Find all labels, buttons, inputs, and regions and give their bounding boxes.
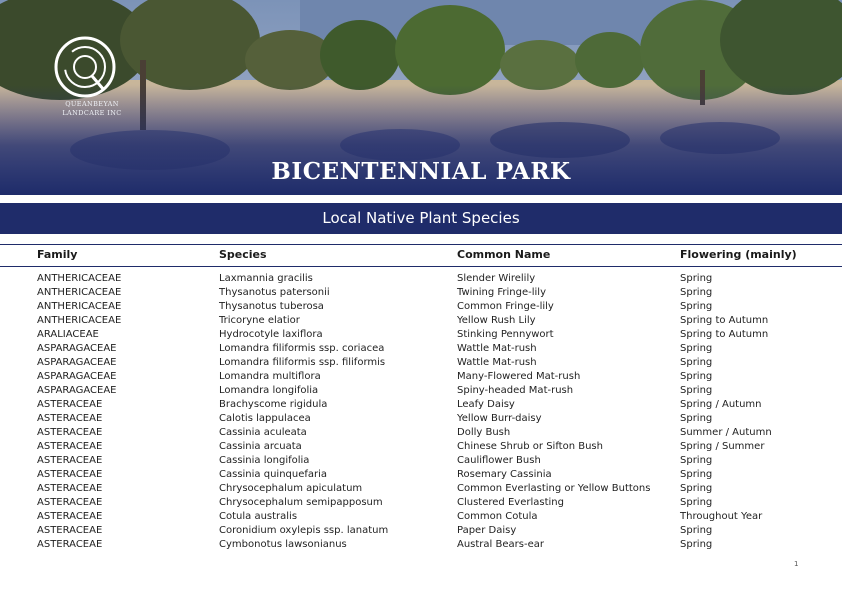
- cell-common-name: Yellow Burr-daisy: [457, 413, 542, 424]
- header-family: Family: [37, 248, 78, 261]
- cell-family: ASTERACEAE: [37, 497, 103, 508]
- cell-species: Chrysocephalum apiculatum: [219, 483, 363, 494]
- cell-species: Hydrocotyle laxiflora: [219, 329, 323, 340]
- cell-common-name: Clustered Everlasting: [457, 497, 564, 508]
- table-row: [0, 524, 842, 538]
- table-header: [0, 248, 842, 264]
- table-row: [0, 398, 842, 412]
- cell-species: Cymbonotus lawsonianus: [219, 539, 347, 550]
- cell-species: Cotula australis: [219, 511, 298, 522]
- cell-family: ASPARAGACEAE: [37, 343, 117, 354]
- cell-common-name: Spiny-headed Mat-rush: [457, 385, 574, 396]
- cell-family: ASPARAGACEAE: [37, 357, 117, 368]
- cell-species: Thysanotus patersonii: [219, 287, 330, 298]
- cell-family: ASTERACEAE: [37, 399, 103, 410]
- table-row: [0, 342, 842, 356]
- cell-species: Lomandra longifolia: [219, 385, 319, 396]
- cell-common-name: Yellow Rush Lily: [457, 315, 536, 326]
- cell-flowering: Spring: [680, 497, 713, 508]
- cell-flowering: Spring: [680, 301, 713, 312]
- header-banner: [0, 0, 842, 195]
- cell-family: ANTHERICACEAE: [37, 315, 122, 326]
- table-row: [0, 328, 842, 342]
- logo-org-line1: QUEANBEYAN: [65, 100, 119, 108]
- cell-common-name: Wattle Mat-rush: [457, 343, 537, 354]
- cell-family: ASTERACEAE: [37, 539, 103, 550]
- table-row: [0, 426, 842, 440]
- cell-family: ARALIACEAE: [37, 329, 99, 340]
- table-body: [0, 272, 842, 552]
- table-row: [0, 468, 842, 482]
- table-row: [0, 272, 842, 286]
- cell-species: Cassinia longifolia: [219, 455, 310, 466]
- cell-flowering: Spring: [680, 525, 713, 536]
- cell-flowering: Throughout Year: [680, 511, 763, 522]
- cell-family: ANTHERICACEAE: [37, 301, 122, 312]
- cell-flowering: Spring: [680, 371, 713, 382]
- cell-common-name: Twining Fringe-lily: [457, 287, 547, 298]
- table-row: [0, 356, 842, 370]
- cell-flowering: Spring: [680, 483, 713, 494]
- cell-species: Calotis lappulacea: [219, 413, 311, 424]
- table-row: [0, 314, 842, 328]
- cell-species: Coronidium oxylepis ssp. lanatum: [219, 525, 389, 536]
- cell-species: Cassinia aculeata: [219, 427, 307, 438]
- cell-common-name: Slender Wirelily: [457, 273, 536, 284]
- cell-family: ASTERACEAE: [37, 469, 103, 480]
- cell-flowering: Spring / Autumn: [680, 399, 762, 410]
- cell-common-name: Dolly Bush: [457, 427, 511, 438]
- table-row: [0, 496, 842, 510]
- cell-common-name: Paper Daisy: [457, 525, 517, 536]
- park-title: BICENTENNIAL PARK: [271, 158, 571, 185]
- cell-flowering: Spring to Autumn: [680, 329, 769, 340]
- cell-common-name: Common Cotula: [457, 511, 538, 522]
- cell-species: Chrysocephalum semipapposum: [219, 497, 383, 508]
- cell-common-name: Austral Bears-ear: [457, 539, 544, 550]
- cell-family: ASTERACEAE: [37, 441, 103, 452]
- table-row: [0, 286, 842, 300]
- cell-species: Brachyscome rigidula: [219, 399, 328, 410]
- cell-species: Thysanotus tuberosa: [219, 301, 324, 312]
- table-header-rule: [0, 266, 842, 267]
- table-row: [0, 370, 842, 384]
- cell-common-name: Rosemary Cassinia: [457, 469, 552, 480]
- cell-species: Laxmannia gracilis: [219, 273, 313, 284]
- cell-family: ASTERACEAE: [37, 455, 103, 466]
- cell-common-name: Cauliflower Bush: [457, 455, 541, 466]
- cell-family: ASTERACEAE: [37, 525, 103, 536]
- cell-family: ASTERACEAE: [37, 427, 103, 438]
- logo-org-line2: LANDCARE INC: [62, 109, 122, 117]
- cell-flowering: Spring to Autumn: [680, 315, 769, 326]
- cell-family: ASPARAGACEAE: [37, 385, 117, 396]
- cell-common-name: Common Everlasting or Yellow Buttons: [457, 483, 651, 494]
- cell-flowering: Spring: [680, 385, 713, 396]
- header-species: Species: [219, 248, 267, 261]
- cell-family: ASPARAGACEAE: [37, 371, 117, 382]
- cell-flowering: Spring: [680, 357, 713, 368]
- cell-common-name: Stinking Pennywort: [457, 329, 554, 340]
- cell-family: ASTERACEAE: [37, 413, 103, 424]
- table-row: [0, 454, 842, 468]
- table-row: [0, 482, 842, 496]
- cell-species: Lomandra filiformis ssp. coriacea: [219, 343, 385, 354]
- cell-species: Cassinia arcuata: [219, 441, 302, 452]
- header-common-name: Common Name: [457, 248, 551, 261]
- cell-species: Lomandra filiformis ssp. filiformis: [219, 357, 386, 368]
- cell-common-name: Common Fringe-lily: [457, 301, 554, 312]
- cell-family: ANTHERICACEAE: [37, 273, 122, 284]
- cell-species: Tricoryne elatior: [219, 315, 300, 326]
- cell-flowering: Spring: [680, 343, 713, 354]
- cell-flowering: Spring: [680, 413, 713, 424]
- cell-flowering: Spring: [680, 287, 713, 298]
- cell-flowering: Spring / Summer: [680, 441, 765, 452]
- cell-family: ANTHERICACEAE: [37, 287, 122, 298]
- table-row: [0, 384, 842, 398]
- cell-flowering: Summer / Autumn: [680, 427, 772, 438]
- cell-flowering: Spring: [680, 469, 713, 480]
- cell-common-name: Many-Flowered Mat-rush: [457, 371, 581, 382]
- cell-family: ASTERACEAE: [37, 511, 103, 522]
- landcare-circle-icon: [52, 34, 118, 100]
- table-row: [0, 538, 842, 552]
- landcare-logo: [52, 34, 132, 118]
- header-flowering: Flowering (mainly): [680, 248, 797, 261]
- subtitle-bar: [0, 203, 842, 234]
- table-row: [0, 440, 842, 454]
- table-row: [0, 300, 842, 314]
- table-row: [0, 412, 842, 426]
- cell-common-name: Chinese Shrub or Sifton Bush: [457, 441, 603, 452]
- page-number: 1: [794, 560, 799, 568]
- subtitle: Local Native Plant Species: [322, 209, 520, 227]
- table-row: [0, 510, 842, 524]
- cell-species: Cassinia quinquefaria: [219, 469, 328, 480]
- table-top-rule: [0, 244, 842, 245]
- cell-common-name: Leafy Daisy: [457, 399, 515, 410]
- cell-species: Lomandra multiflora: [219, 371, 321, 382]
- cell-flowering: Spring: [680, 455, 713, 466]
- cell-family: ASTERACEAE: [37, 483, 103, 494]
- cell-common-name: Wattle Mat-rush: [457, 357, 537, 368]
- cell-flowering: Spring: [680, 273, 713, 284]
- cell-flowering: Spring: [680, 539, 713, 550]
